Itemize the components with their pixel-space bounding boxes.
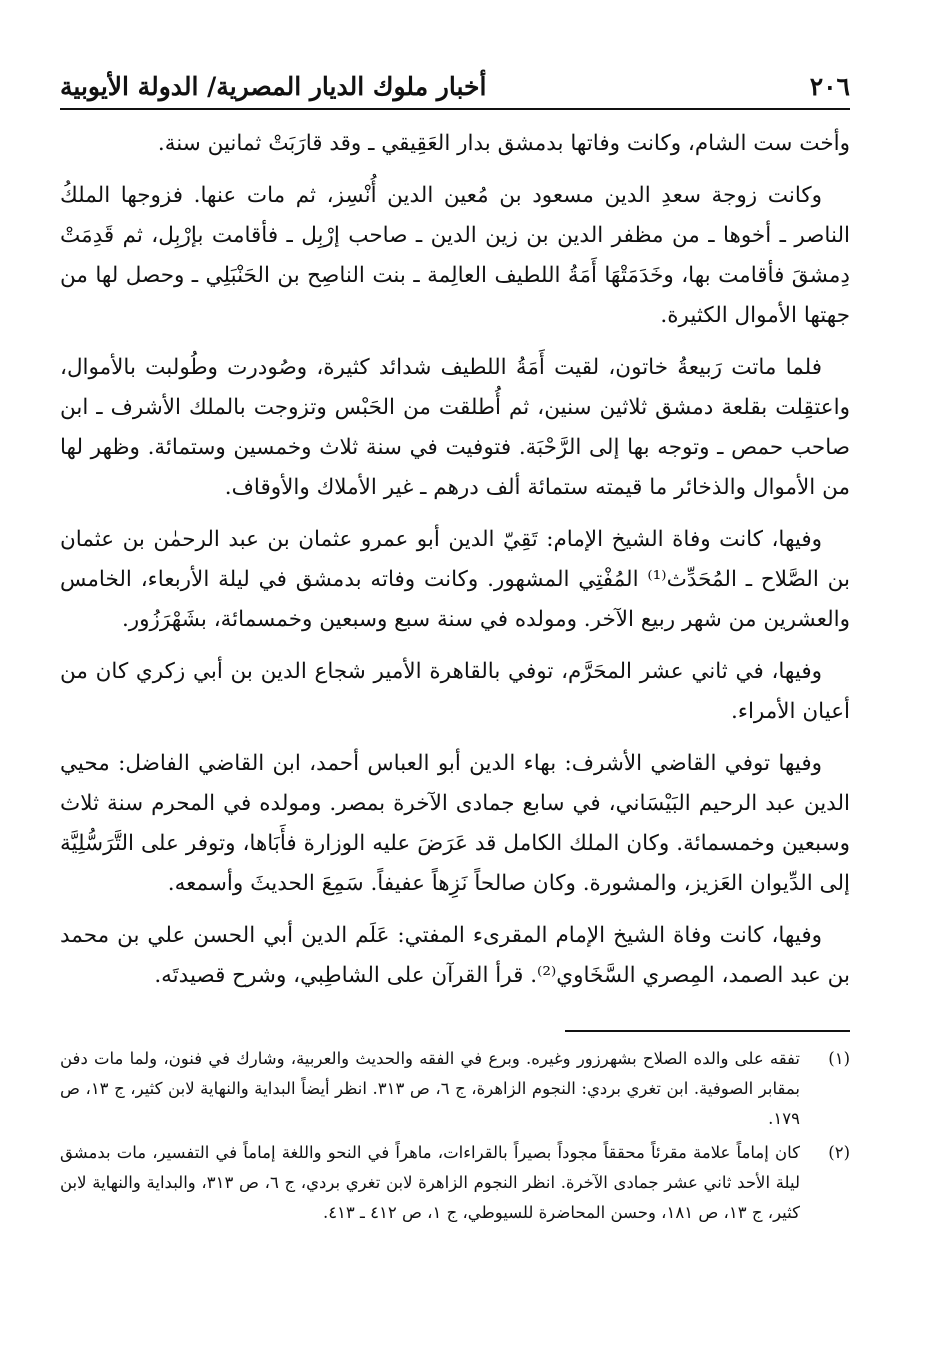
- book-title: أخبار ملوك الديار المصرية/ الدولة الأيوبية: [60, 72, 487, 101]
- paragraph-4: وفيها، كانت وفاة الشيخ الإمام: تَقِيّ الدين أبو عمرو عثمان بن عبد الرحمٰن بن عثمان بن الصَّلاح ـ المُحَدِّث⁽¹⁾ المُفْتِي المشهور. وكانت وفاته بدمشق في ليلة الأربعاء، الخامس والعشرين من شهر ربيع الآخر. ومولده في سنة سبع وسبعين وخمسمائة، بشَهْرَزُور.: [60, 527, 850, 632]
- footnote-divider: [565, 1030, 850, 1032]
- book-page: [60, 60, 850, 1310]
- paragraph-7: وفيها، كانت وفاة الشيخ الإمام المقرىء المفتي: عَلَم الدين أبي الحسن علي بن محمد بن عبد الصمد، المِصري السَّخَاوي⁽²⁾. قرأ القرآن على الشاطِبي، وشرح قصيدتَه.: [60, 923, 850, 988]
- paragraph-5: وفيها، في ثاني عشر المحَرَّم، توفي بالقاهرة الأمير شجاع الدين بن أبي زكري كان من أعيان الأمراء.: [60, 659, 850, 724]
- footnote-2: [60, 1138, 850, 1228]
- paragraph-6: وفيها توفي القاضي الأشرف: بهاء الدين أبو العباس أحمد، ابن القاضي الفاضل: محيي الدين عبد الرحيم البَيْسَاني، في سابع جمادى الآخرة بمصر. ومولده في المحرم سنة ثلاث وسبعين وخمسمائة. وكان الملك الكامل قد عَرَضَ عليه الوزارة فأَبَاها، وتوفر على التَّرَسُّلِيَّة إلى الدِّيوان العَزيز، والمشورة. وكان صالحاً نَزِهاً عفيفاً. سَمِعَ الحديثَ وأسمعه.: [60, 751, 850, 896]
- footnote-number-1: (١): [828, 1049, 850, 1068]
- footnote-1: [60, 1044, 850, 1134]
- footnote-text-1: تفقه على والده الصلاح بشهرزور وغيره. وبرع في الفقه والحديث والعربية، وشارك في فنون، ولما مات دفن بمقابر الصوفية. ابن تغري بردي: النجوم الزاهرة، ج ٦، ص ٣١٣. انظر أيضاً البداية والنهاية لابن كثير، ج ١٣، ص ١٧٩.: [60, 1049, 800, 1128]
- footnotes: [60, 1044, 850, 1228]
- footnote-number-2: (٢): [828, 1143, 850, 1162]
- page-number: ٢٠٦: [809, 72, 850, 101]
- footnote-text-2: كان إماماً علامة مقرئاً محققاً مجوداً بصيراً بالقراءات، ماهراً في النحو واللغة إماماً في التفسير، مات بدمشق ليلة الأحد ثاني عشر جمادى الآخرة. انظر النجوم الزاهرة لابن تغري بردي، ج ٦، ص ٣١٣، والبداية والنهاية لابن كثير، ج ١٣، ص ١٨١، وحسن المحاضرة للسيوطي، ج ١، ص ٤١٢ ـ ٤١٣.: [60, 1143, 801, 1222]
- paragraph-3: فلما ماتت رَبيعةُ خاتون، لقيت أَمَةُ اللطيف شدائد كثيرة، وصُودرت وطُولبت بالأموال، واعتقِلت بقلعة دمشق ثلاثين سنين، ثم أُطلقت من الحَبْس وتزوجت بالملك الأشرف ـ ابن صاحب حمص ـ وتوجه بها إلى الرَّحْبَة. فتوفيت في سنة ثلاث وخمسين وستمائة. وظهر لها من الأموال والذخائر ما قيمته ستمائة ألف درهم ـ غير الأملاك والأوقاف.: [60, 355, 850, 500]
- paragraph-2: وكانت زوجة سعدِ الدين مسعود بن مُعين الدين أُنْسِز، ثم مات عنها. فزوجها الملكُ الناصر ـ أخوها ـ من مظفر الدين بن زين الدين ـ صاحب إرْبِل ـ فأقامت بإرْبِل، ثم قَدِمَتْ دِمشقَ فأقامت بها، وخَدَمَتْهَا أَمَةُ اللطيف العالِمة ـ بنت الناصِح بن الحَنْبَلِي ـ وحصل لها من جهتها الأموال الكثيرة.: [60, 183, 850, 328]
- main-text: [60, 124, 850, 996]
- paragraph-1: وأخت ست الشام، وكانت وفاتها بدمشق بدار العَقِيقي ـ وقد قارَبَتْ ثمانين سنة.: [157, 131, 850, 156]
- running-head: [60, 60, 850, 110]
